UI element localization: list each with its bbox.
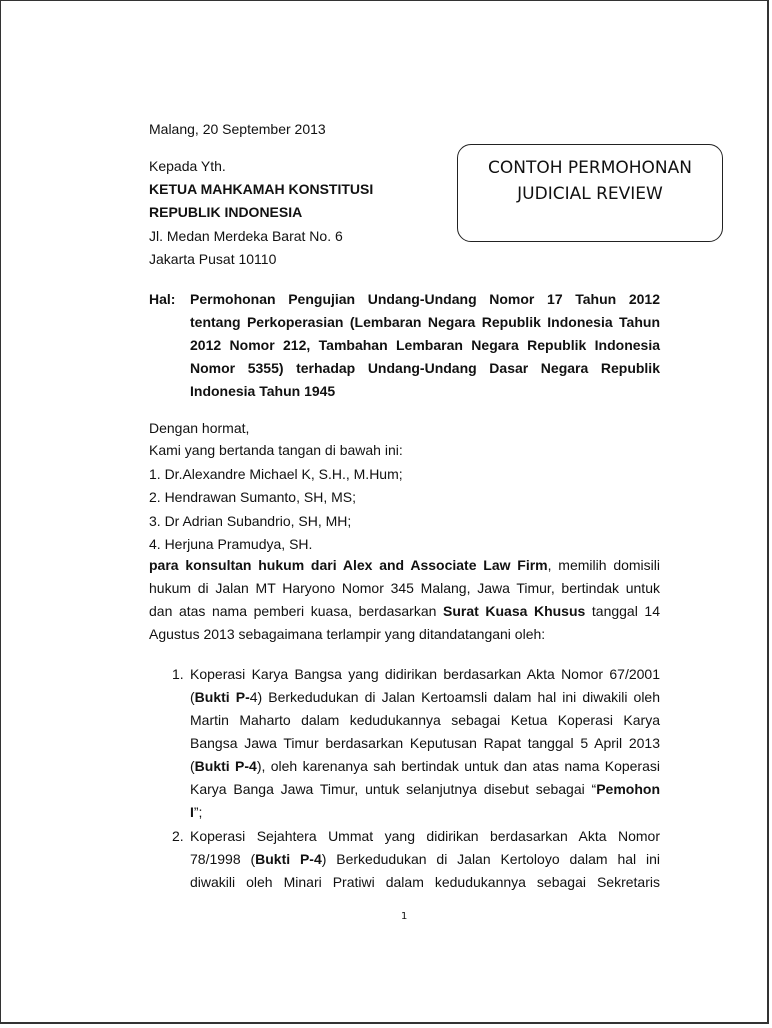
- recipient-address1: Jl. Medan Merdeka Barat No. 6: [149, 228, 343, 244]
- title-box-line1: CONTOH PERMOHONAN: [488, 158, 692, 178]
- hal-line: tentang Perkoperasian (Lembaran Negara Republik Indonesia Tahun: [190, 314, 660, 330]
- signatory-item: 3. Dr Adrian Subandrio, SH, MH;: [149, 513, 352, 529]
- mandate-paragraph: [149, 554, 660, 646]
- recipient-line2: REPUBLIK INDONESIA: [149, 204, 303, 220]
- item-number: 1.: [172, 666, 184, 682]
- hal-line: Permohonan Pengujian Undang-Undang Nomor 17 Tahun 2012: [190, 291, 660, 307]
- party-item-2: Koperasi Sejahtera Ummat yang didirikan berdasarkan Akta Nomor 78/1998 (Bukti P-4) Berkedudukan di Jalan Kertoloyo dalam hal ini diwakili oleh Minari Pratiwi dalam kedudukannya sebagai Sekretaris: [190, 828, 660, 890]
- hal-line: Indonesia Tahun 1945: [190, 383, 336, 399]
- mandate-line: hukum di Jalan MT Haryono Nomor 345 Malang, Jawa Timur, bertindak untuk: [149, 580, 660, 596]
- hal-label: Hal:: [149, 291, 176, 307]
- signatory-item: 2. Hendrawan Sumanto, SH, MS;: [149, 489, 356, 505]
- hal-line: Nomor 5355) terhadap Undang-Undang Dasar Negara Republik: [190, 360, 660, 376]
- place-date: Malang, 20 September 2013: [149, 121, 326, 137]
- mandate-line: Agustus 2013 sebagaimana terlampir yang ditandatangani oleh:: [149, 626, 546, 642]
- intro-line: Kami yang bertanda tangan di bawah ini:: [149, 442, 403, 458]
- hal-line: 2012 Nomor 212, Tambahan Lembaran Negara Republik Indonesia: [190, 337, 660, 353]
- recipient-address2: Jakarta Pusat 10110: [149, 251, 277, 267]
- signatory-item: 4. Herjuna Pramudya, SH.: [149, 536, 313, 552]
- page-number: 1: [401, 911, 408, 922]
- mandate-line: para konsultan hukum dari Alex and Associate Law Firm, memilih domisili: [149, 557, 660, 573]
- recipient-line1: KETUA MAHKAMAH KONSTITUSI: [149, 181, 374, 197]
- salutation: Kepada Yth.: [149, 158, 226, 174]
- greeting: Dengan hormat,: [149, 420, 250, 436]
- title-box: [457, 144, 723, 242]
- title-box-line2: JUDICIAL REVIEW: [517, 184, 663, 204]
- item-number: 2.: [172, 828, 184, 844]
- mandate-line: dan atas nama pemberi kuasa, berdasarkan Surat Kuasa Khusus tanggal 14: [149, 603, 660, 619]
- hal-subject: [190, 288, 660, 403]
- signatory-item: 1. Dr.Alexandre Michael K, S.H., M.Hum;: [149, 466, 403, 482]
- party-item-1: Koperasi Karya Bangsa yang didirikan berdasarkan Akta Nomor 67/2001 (Bukti P-4) Berkedudukan di Jalan Kertoamsli dalam hal ini diwakili oleh Martin Maharto dalam kedudukannya sebagai Ketua Koperasi Karya Bangsa Jawa Timur berdasarkan Keputusan Rapat tanggal 5 April 2013 (Bukti P-4), oleh karenanya sah bertindak untuk dan atas nama Koperasi Karya Banga Jawa Timur, untuk selanjutnya disebut sebagai “Pemohon I”;: [190, 666, 661, 820]
